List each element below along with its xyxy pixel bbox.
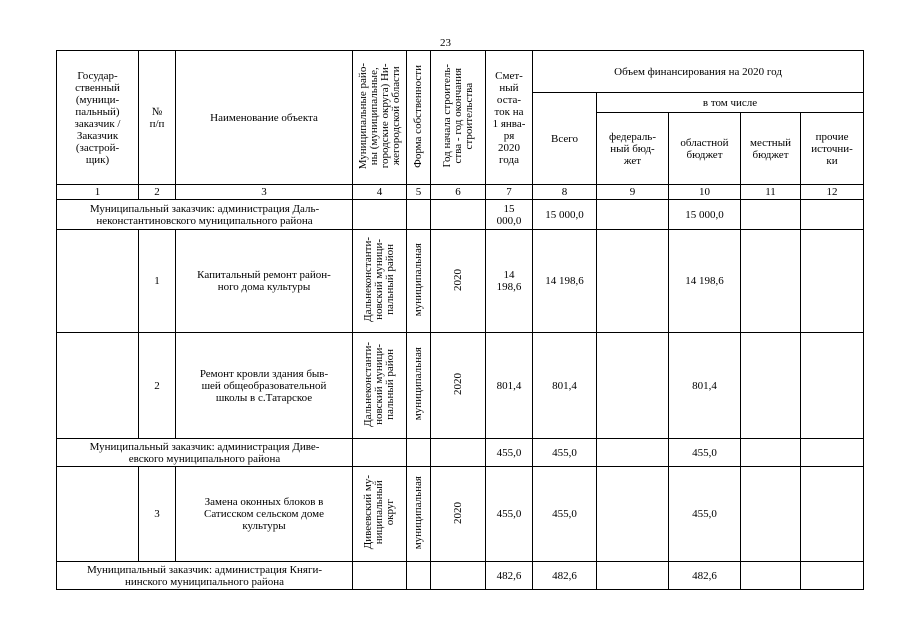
federal-cell — [597, 439, 669, 467]
object-number: 2 — [139, 333, 176, 439]
local-cell — [741, 467, 801, 562]
object-row — [57, 467, 864, 562]
header-number: № п/п — [139, 51, 176, 185]
balance-cell: 455,0 — [486, 467, 533, 562]
local-cell — [741, 230, 801, 333]
object-row — [57, 333, 864, 439]
header-regional: областной бюджет — [669, 113, 741, 185]
header-ownership: Форма собственности — [407, 51, 431, 185]
object-years: 2020 — [431, 333, 486, 439]
regional-cell: 14 198,6 — [669, 230, 741, 333]
column-number: 1 — [57, 185, 139, 200]
balance-cell: 801,4 — [486, 333, 533, 439]
financing-table — [56, 50, 864, 590]
column-number: 6 — [431, 185, 486, 200]
local-cell — [741, 333, 801, 439]
regional-cell: 455,0 — [669, 439, 741, 467]
customer-cell: Муниципальный заказчик: администрация Даль- неконстантиновского муниципального района — [57, 200, 353, 230]
balance-cell: 15 000,0 — [486, 200, 533, 230]
column-number: 5 — [407, 185, 431, 200]
federal-cell — [597, 562, 669, 590]
header-years: Год начала строитель- ства - год окончания строительства — [431, 51, 486, 185]
federal-cell — [597, 333, 669, 439]
balance-cell: 482,6 — [486, 562, 533, 590]
regional-cell: 482,6 — [669, 562, 741, 590]
balance-cell: 455,0 — [486, 439, 533, 467]
header-object-name: Наименование объекта — [176, 51, 353, 185]
object-name: Ремонт кровли здания быв- шей общеобразовательной школы в с.Татарское — [176, 333, 353, 439]
header-funding: Объем финансирования на 2020 год — [533, 51, 864, 93]
column-number: 2 — [139, 185, 176, 200]
other-cell — [801, 467, 864, 562]
other-cell — [801, 200, 864, 230]
balance-cell: 14 198,6 — [486, 230, 533, 333]
local-cell — [741, 562, 801, 590]
object-district: Дальнеконстанти- новский муници- пальный район — [353, 230, 407, 333]
object-name: Капитальный ремонт район- ного дома культуры — [176, 230, 353, 333]
other-cell — [801, 439, 864, 467]
column-number: 10 — [669, 185, 741, 200]
customer-row — [57, 200, 864, 230]
object-years: 2020 — [431, 230, 486, 333]
customer-cell: Муниципальный заказчик: администрация Княги- нинского муниципального района — [57, 562, 353, 590]
header-including: в том числе — [597, 93, 864, 113]
object-name: Замена оконных блоков в Сатисском сельском доме культуры — [176, 467, 353, 562]
total-cell: 455,0 — [533, 467, 597, 562]
object-years: 2020 — [431, 467, 486, 562]
local-cell — [741, 439, 801, 467]
other-cell — [801, 230, 864, 333]
object-district: Дивеевский му- ниципальный округ — [353, 467, 407, 562]
customer-row — [57, 562, 864, 590]
header-local: местный бюджет — [741, 113, 801, 185]
page-number: 23 — [440, 37, 451, 49]
other-cell — [801, 333, 864, 439]
local-cell — [741, 200, 801, 230]
column-number: 3 — [176, 185, 353, 200]
header-total: Всего — [533, 93, 597, 185]
header-balance: Смет- ный оста- ток на 1 янва- ря 2020 года — [486, 51, 533, 185]
other-cell — [801, 562, 864, 590]
column-number: 8 — [533, 185, 597, 200]
object-row — [57, 230, 864, 333]
column-numbers-row — [57, 185, 864, 200]
column-number: 7 — [486, 185, 533, 200]
object-district: Дальнеконстанти- новский муници- пальный район — [353, 333, 407, 439]
header-customer: Государ- ственный (муници- пальный) заказчик / Заказчик (застрой- щик) — [57, 51, 139, 185]
regional-cell: 15 000,0 — [669, 200, 741, 230]
federal-cell — [597, 467, 669, 562]
customer-row — [57, 439, 864, 467]
object-ownership: муниципальная — [407, 333, 431, 439]
object-ownership: муниципальная — [407, 230, 431, 333]
object-number: 3 — [139, 467, 176, 562]
column-number: 11 — [741, 185, 801, 200]
customer-cell: Муниципальный заказчик: администрация Диве- евского муниципального района — [57, 439, 353, 467]
federal-cell — [597, 200, 669, 230]
column-number: 4 — [353, 185, 407, 200]
total-cell: 455,0 — [533, 439, 597, 467]
total-cell: 482,6 — [533, 562, 597, 590]
total-cell: 14 198,6 — [533, 230, 597, 333]
regional-cell: 455,0 — [669, 467, 741, 562]
column-number: 12 — [801, 185, 864, 200]
total-cell: 801,4 — [533, 333, 597, 439]
column-number: 9 — [597, 185, 669, 200]
header-federal: федераль- ный бюд- жет — [597, 113, 669, 185]
object-number: 1 — [139, 230, 176, 333]
regional-cell: 801,4 — [669, 333, 741, 439]
header-other: прочие источни- ки — [801, 113, 864, 185]
header-district: Муниципальные райо- ны (муниципальные, городские округа) Ни- жегородской области — [353, 51, 407, 185]
object-ownership: муниципальная — [407, 467, 431, 562]
total-cell: 15 000,0 — [533, 200, 597, 230]
federal-cell — [597, 230, 669, 333]
